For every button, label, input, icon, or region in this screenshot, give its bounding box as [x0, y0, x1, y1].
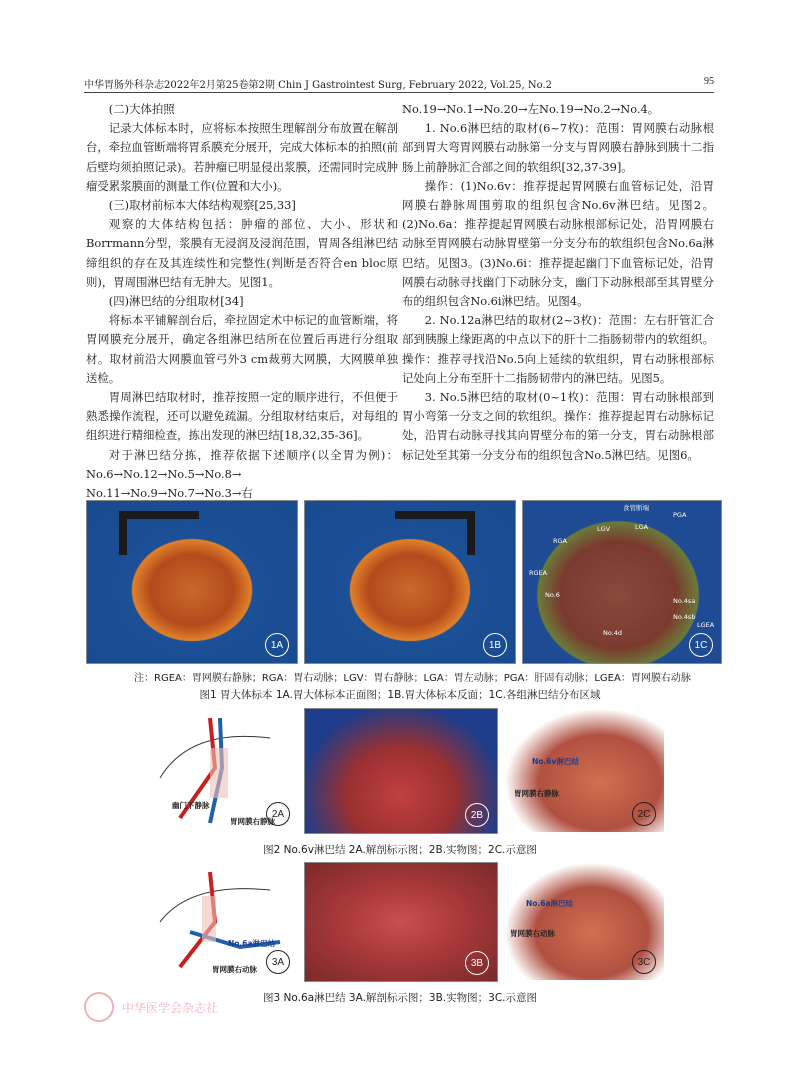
- annotation: LGA: [635, 523, 649, 531]
- schematic-photo: [504, 862, 664, 980]
- panel-label: 1C: [689, 633, 713, 657]
- annotation: LGEA: [697, 621, 715, 629]
- diagram-label: 幽门下静脉: [172, 801, 210, 810]
- paragraph: 3. No.5淋巴结的取材(0~1枚)：范围：胃右动脉根部到胃小弯第一分支之间的软组织。操作：推荐提起胃右动脉标记处，沿胃右动脉寻找其向胃壁分布的第一分支，胃右动脉根部标记处至其第一分支分布的组织包含No.5淋巴结。见图6。: [402, 390, 714, 462]
- running-header: [84, 76, 714, 93]
- specimen-photo: [304, 862, 498, 982]
- figure-1: [86, 500, 722, 664]
- diagram-label: No.6v淋巴结: [532, 757, 579, 766]
- panel-label: 3B: [465, 951, 489, 975]
- anatomy-diagram: [150, 708, 298, 832]
- specimen-front-photo: [86, 500, 298, 664]
- panel-label: 3A: [266, 950, 290, 974]
- section-heading-sampling: (四)淋巴结的分组取材[34]: [108, 294, 244, 309]
- diagram-label: No.6a淋巴结: [228, 939, 276, 948]
- publisher-watermark: [84, 992, 384, 1022]
- section-heading-photo: (二)大体拍照: [108, 102, 175, 116]
- paragraph: 对于淋巴结分拣，推荐依据下述顺序(以全胃为例)：No.6→No.12→No.5→No.8→ No.11→No.9→No.7→No.3→右: [86, 447, 398, 501]
- annotation: LGV: [597, 525, 611, 533]
- annotation: PGA: [673, 511, 687, 519]
- figure-1-caption: 图1 胃大体标本 1A.胃大体标本正面图；1B.胃大体标本反面；1C.各组淋巴结分布区域: [199, 689, 601, 701]
- figure-3-caption: 图3 No.6a淋巴结 3A.解剖标示图；3B.实物图；3C.示意图: [263, 992, 537, 1004]
- annotation: RGA: [553, 537, 567, 545]
- diagram-label: No.6a淋巴结: [526, 899, 574, 908]
- paragraph: 操作：(1)No.6v：推荐提起胃网膜右血管标记处，沿胃网膜右静脉周围剪取的组织包含No.6v淋巴结。见图2。(2)No.6a：推荐提起胃网膜右动脉根部标记处，沿胃网膜右动脉至胃网膜右动脉胃壁第一分支分布的软组织包含No.6a淋巴结。见图3。(3)No.6i：推荐提起幽门下血管标记处，沿胃网膜右动脉寻找幽门下动脉分支，幽门下动脉根部至其胃壁分布的组织包含No.6i淋巴结。见图4。: [402, 178, 714, 309]
- schematic-photo: [504, 708, 664, 832]
- highlight-region: [202, 896, 216, 942]
- page-number: 95: [704, 76, 714, 87]
- paragraph: 1. No.6淋巴结的取材(6~7枚)：范围：胃网膜右动脉根部到胃大弯胃网膜右动脉第一分支与胃网膜右静脉到胰十二指肠上前静脉汇合部之间的软组织[32,37-39]。: [402, 121, 714, 174]
- ruler: [467, 511, 475, 555]
- figure-3: [150, 862, 664, 982]
- anatomy-diagram: [150, 862, 298, 980]
- paragraph: 将标本平铺解剖台后，牵拉固定术中标记的血管断端，将胃网膜充分展开，确定各组淋巴结所在位置后再进行分组取材。取材前沿大网膜血管弓外3 cm裁剪大网膜，大网膜单独送检。: [86, 313, 398, 385]
- panel-label: 1B: [483, 633, 507, 657]
- left-column: [86, 100, 398, 503]
- paragraph: 胃周淋巴结取材时，推荐按照一定的顺序进行，不但便于熟悉操作流程，还可以避免疏漏。分组取材结束后，对每组的组织进行精细检查，拣出发现的淋巴结[18,32,35-36]。: [86, 390, 398, 443]
- publisher-name: 中华医学会杂志社: [122, 1000, 219, 1015]
- paragraph: No.19→No.1→No.20→左No.19→No.2→No.4。: [402, 102, 660, 116]
- diagram-label: 胃网膜右动脉: [212, 965, 257, 974]
- panel-label: 2C: [632, 802, 656, 826]
- ruler: [395, 511, 475, 519]
- diagram-label: 胃网膜右静脉: [514, 789, 559, 798]
- specimen-back-photo: [304, 500, 516, 664]
- diagram-label: 胃网膜右动脉: [510, 929, 555, 938]
- ruler: [119, 511, 199, 519]
- journal-citation: 中华胃肠外科杂志2022年2月第25卷第2期 Chin J Gastrointest Surg, February 2022, Vol.25, No.2: [84, 80, 553, 91]
- panel-label: 2B: [465, 803, 489, 827]
- right-column: [402, 100, 714, 465]
- annotation: No.4sb: [673, 613, 696, 621]
- figure-2-caption: 图2 No.6v淋巴结 2A.解剖标示图；2B.实物图；2C.示意图: [263, 844, 537, 856]
- figure-2: [150, 708, 664, 834]
- paragraph: 记录大体标本时，应将标本按照生理解剖分布放置在解剖台，牵拉血管断端将胃系膜充分展开，完成大体标本的拍照(前后壁均须拍照记录)。若肿瘤已明显侵出浆膜，还需同时完成肿瘤受累浆膜面的测量工作(位置和大小)。: [86, 121, 398, 193]
- annotation: No.4sa: [673, 597, 696, 605]
- panel-label: 3C: [632, 950, 656, 974]
- publisher-seal-icon: [84, 992, 114, 1022]
- paragraph: 观察的大体结构包括：肿瘤的部位、大小、形状和Borrmann分型，浆膜有无浸润及浸润范围，胃周各组淋巴结缔组织的存在及其连续性和完整性(判断是否符合en bloc原则)，胃周围淋巴结有无肿大。见图1。: [86, 217, 398, 289]
- panel-label: 1A: [265, 633, 289, 657]
- figure-1-note: 注：RGEA：胃网膜右静脉；RGA：胃右动脉；LGV：胃右静脉；LGA：胃左动脉；PGA：肝固有动脉；LGEA：胃网膜右动脉: [134, 673, 691, 684]
- annotation: RGEA: [529, 569, 548, 577]
- annotation: No.6: [545, 591, 560, 599]
- specimen-photo: [304, 708, 498, 834]
- paragraph: 2. No.12a淋巴结的取材(2~3枚)：范围：左右肝管汇合部到胰腺上缘距离的中点以下的肝十二指肠韧带内的软组织。操作：推荐寻找沿No.5向上延续的软组织，胃右动脉根部标记处向上分布至肝十二指肠韧带内的淋巴结。见图5。: [402, 313, 714, 385]
- diagram-label: 胃网膜右静脉: [230, 817, 275, 826]
- section-heading-observation: (三)取材前标本大体结构观察[25,33]: [108, 198, 296, 213]
- ruler: [119, 511, 127, 555]
- highlight-region: [210, 748, 228, 798]
- annotation: No.4d: [603, 629, 623, 637]
- annotation: 食管断端: [623, 504, 649, 512]
- panel-label: 2A: [266, 802, 290, 826]
- lymph-node-region-photo: [522, 500, 722, 664]
